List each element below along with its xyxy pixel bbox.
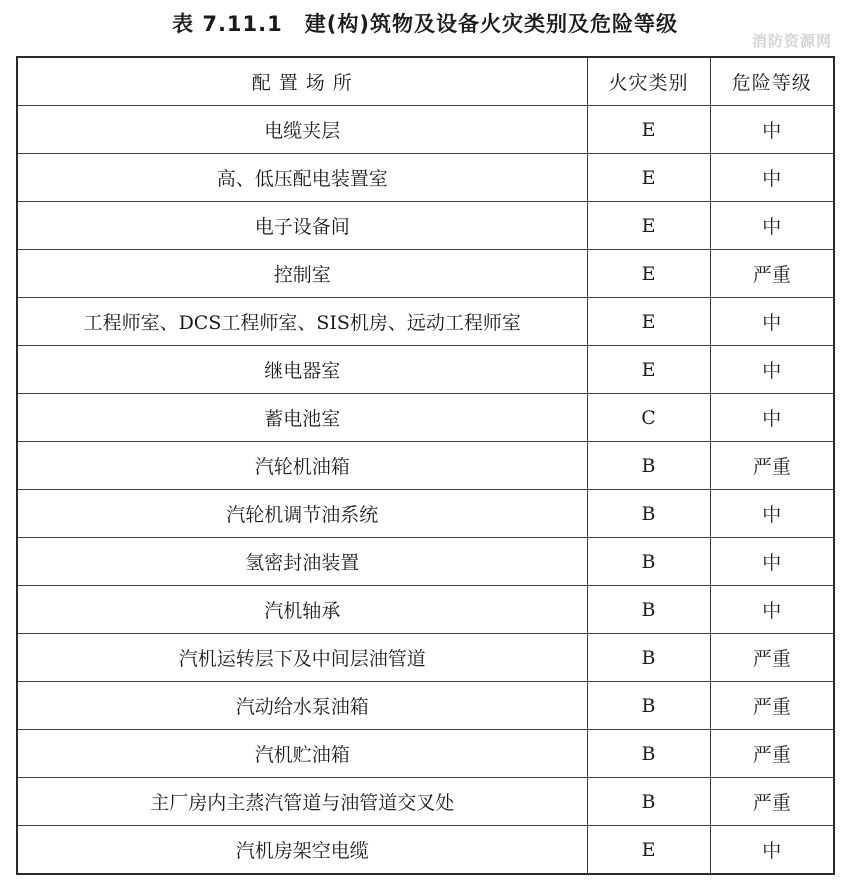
cell-category: E [587, 826, 710, 875]
header-category: 火灾类别 [587, 57, 710, 106]
cell-level: 中 [710, 106, 834, 154]
cell-place: 工程师室、DCS工程师室、SIS机房、远动工程师室 [17, 298, 587, 346]
cell-category: B [587, 442, 710, 490]
cell-level: 中 [710, 346, 834, 394]
watermark-text: 消防资源网 [751, 32, 832, 50]
table-row [17, 346, 834, 394]
cell-category: E [587, 106, 710, 154]
cell-level: 严重 [710, 778, 834, 826]
cell-place: 控制室 [17, 250, 587, 298]
table-row [17, 106, 834, 154]
cell-place: 汽机房架空电缆 [17, 826, 587, 875]
cell-category: B [587, 634, 710, 682]
table-row [17, 826, 834, 875]
header-place: 配 置 场 所 [17, 57, 587, 106]
cell-level: 中 [710, 586, 834, 634]
table-row [17, 298, 834, 346]
cell-level: 严重 [710, 730, 834, 778]
cell-place: 汽轮机调节油系统 [17, 490, 587, 538]
cell-place: 主厂房内主蒸汽管道与油管道交叉处 [17, 778, 587, 826]
table-title: 表 7.11.1 建(构)筑物及设备火灾类别及危险等级 [172, 12, 678, 36]
cell-place: 高、低压配电装置室 [17, 154, 587, 202]
table-row [17, 682, 834, 730]
table-row [17, 154, 834, 202]
table-row [17, 586, 834, 634]
cell-level: 严重 [710, 682, 834, 730]
table-row [17, 730, 834, 778]
cell-level: 中 [710, 826, 834, 875]
table-row [17, 634, 834, 682]
cell-level: 中 [710, 154, 834, 202]
cell-category: E [587, 346, 710, 394]
cell-category: E [587, 154, 710, 202]
cell-place: 电缆夹层 [17, 106, 587, 154]
cell-place: 继电器室 [17, 346, 587, 394]
cell-level: 中 [710, 490, 834, 538]
table-header-row [17, 57, 834, 106]
cell-category: B [587, 682, 710, 730]
cell-place: 汽轮机油箱 [17, 442, 587, 490]
table-row [17, 442, 834, 490]
cell-place: 电子设备间 [17, 202, 587, 250]
cell-category: B [587, 778, 710, 826]
table-row [17, 538, 834, 586]
table-row [17, 202, 834, 250]
cell-place: 汽机贮油箱 [17, 730, 587, 778]
cell-level: 中 [710, 298, 834, 346]
cell-level: 严重 [710, 250, 834, 298]
cell-level: 中 [710, 202, 834, 250]
cell-category: B [587, 730, 710, 778]
cell-category: E [587, 202, 710, 250]
cell-place: 汽机轴承 [17, 586, 587, 634]
table-row [17, 778, 834, 826]
cell-place: 蓄电池室 [17, 394, 587, 442]
fire-classification-table [16, 56, 835, 875]
cell-place: 氢密封油装置 [17, 538, 587, 586]
header-level: 危险等级 [710, 57, 834, 106]
cell-level: 严重 [710, 634, 834, 682]
cell-category: B [587, 586, 710, 634]
cell-level: 中 [710, 538, 834, 586]
table-row [17, 394, 834, 442]
table-row [17, 250, 834, 298]
cell-place: 汽机运转层下及中间层油管道 [17, 634, 587, 682]
cell-category: E [587, 250, 710, 298]
table-row [17, 490, 834, 538]
cell-place: 汽动给水泵油箱 [17, 682, 587, 730]
cell-category: B [587, 490, 710, 538]
cell-level: 严重 [710, 442, 834, 490]
cell-category: B [587, 538, 710, 586]
cell-level: 中 [710, 394, 834, 442]
cell-category: E [587, 298, 710, 346]
cell-category: C [587, 394, 710, 442]
